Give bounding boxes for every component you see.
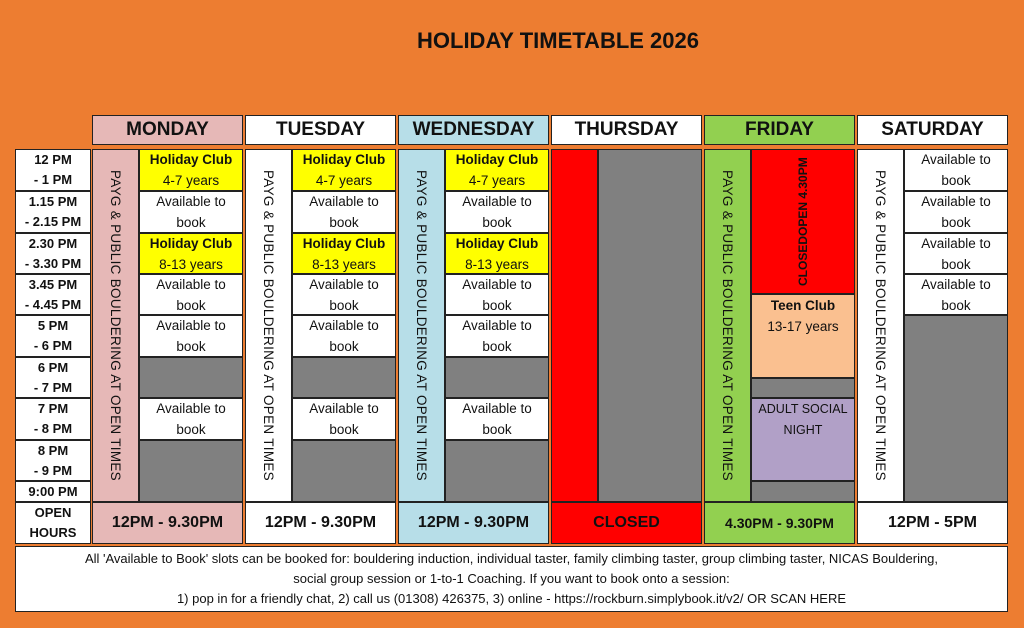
- slot-line: Available to: [921, 235, 991, 251]
- slot-line: NIGHT: [783, 423, 823, 437]
- slot-line: Available to: [156, 401, 226, 416]
- open-hours-wednesday: 12PM - 9.30PM: [398, 502, 549, 544]
- available-slot: [292, 398, 396, 440]
- slot-line: Available to: [156, 276, 226, 292]
- slot-line: book: [482, 215, 512, 230]
- time-start: 8 PM: [37, 442, 69, 458]
- slot-line: book: [176, 339, 206, 354]
- slot-line: book: [482, 297, 512, 313]
- slot-line: book: [941, 256, 971, 272]
- slot-age: 8-13 years: [312, 256, 376, 272]
- time-start: 1.15 PM: [28, 194, 78, 209]
- available-slot: [904, 233, 1008, 274]
- open-hours-label: [15, 502, 91, 544]
- unavailable-slot: [292, 440, 396, 502]
- closed-label: CLOSED: [796, 235, 810, 286]
- slot-line: book: [329, 422, 359, 437]
- time-slot: [15, 191, 91, 233]
- time-start: 7 PM: [37, 401, 69, 416]
- payg-bouldering-friday: PAYG & PUBLIC BOULDERING AT OPEN TIMES: [704, 149, 751, 502]
- slot-line: ADULT SOCIAL: [758, 402, 848, 416]
- unavailable-slot: [139, 440, 243, 502]
- slot-title: Holiday Club: [149, 152, 233, 167]
- slot-line: book: [941, 173, 971, 188]
- teen-club-slot: [751, 294, 855, 378]
- slot-line: Available to: [462, 194, 532, 209]
- time-start: 2.30 PM: [28, 235, 78, 251]
- payg-bouldering-saturday: PAYG & PUBLIC BOULDERING AT OPEN TIMES: [857, 149, 904, 502]
- available-slot: [445, 274, 549, 315]
- time-slot: [15, 233, 91, 274]
- open-hours-monday: 12PM - 9.30PM: [92, 502, 243, 544]
- available-slot: [139, 274, 243, 315]
- slot-line: Available to: [309, 401, 379, 416]
- time-end: - 6 PM: [33, 338, 73, 353]
- adult-social-night-slot: [751, 398, 855, 481]
- time-end: - 1 PM: [33, 172, 73, 187]
- open-label: OPEN: [34, 505, 72, 520]
- slot-line: book: [941, 297, 971, 313]
- slot-line: book: [329, 297, 359, 313]
- slot-age: 4-7 years: [315, 173, 373, 188]
- payg-bouldering-tuesday: PAYG & PUBLIC BOULDERING AT OPEN TIMES: [245, 149, 292, 502]
- page-title: HOLIDAY TIMETABLE 2026: [417, 28, 699, 53]
- time-slot: [15, 274, 91, 315]
- slot-line: Available to: [156, 194, 226, 209]
- slot-line: book: [482, 339, 512, 354]
- slot-line: book: [329, 339, 359, 354]
- slot-age: 4-7 years: [162, 173, 220, 188]
- slot-line: Available to: [309, 194, 379, 209]
- slot-title: Teen Club: [770, 298, 836, 313]
- unavailable-slot: [445, 440, 549, 502]
- available-slot: [445, 191, 549, 233]
- time-slot: [15, 315, 91, 357]
- slot-line: Available to: [921, 276, 991, 292]
- slot-line: Available to: [462, 318, 532, 333]
- holiday-club-slot: [292, 233, 396, 274]
- day-header-wednesday: WEDNESDAY: [398, 115, 549, 145]
- open-hours-friday: 4.30PM - 9.30PM: [704, 502, 855, 544]
- payg-bouldering-wednesday: PAYG & PUBLIC BOULDERING AT OPEN TIMES: [398, 149, 445, 502]
- available-slot: [904, 274, 1008, 315]
- unavailable-slot: [751, 481, 855, 502]
- day-header-monday: MONDAY: [92, 115, 243, 145]
- slot-line: book: [176, 215, 206, 230]
- holiday-club-slot: [445, 233, 549, 274]
- slot-title: Holiday Club: [302, 152, 386, 167]
- hours-label: HOURS: [29, 525, 77, 540]
- time-end: - 7 PM: [33, 379, 73, 395]
- slot-age: 8-13 years: [159, 256, 223, 272]
- open-hours-tuesday: 12PM - 9.30PM: [245, 502, 396, 544]
- time-start: 5 PM: [37, 318, 69, 333]
- payg-bouldering-monday: PAYG & PUBLIC BOULDERING AT OPEN TIMES: [92, 149, 139, 502]
- available-slot: [904, 149, 1008, 191]
- available-slot: [292, 191, 396, 233]
- footer-line: All 'Available to Book' slots can be booked for: bouldering induction, individual taster, family climbing taster, group climbing taster, NICAS Bouldering,: [84, 551, 939, 566]
- slot-title: Holiday Club: [455, 152, 539, 167]
- open-hours-thursday: CLOSED: [551, 502, 702, 544]
- slot-line: Available to: [156, 318, 226, 333]
- time-slot: [15, 481, 91, 502]
- slot-title: Holiday Club: [149, 235, 233, 251]
- closed-block-thursday: [551, 149, 598, 502]
- slot-line: book: [329, 215, 359, 230]
- time-start: 6 PM: [37, 359, 69, 375]
- day-header-tuesday: TUESDAY: [245, 115, 396, 145]
- time-slot: [15, 398, 91, 440]
- time-start: 9:00 PM: [28, 483, 78, 499]
- slot-age: 8-13 years: [465, 256, 529, 272]
- time-slot: [15, 357, 91, 398]
- holiday-club-slot: [139, 149, 243, 191]
- open-hours-saturday: 12PM - 5PM: [857, 502, 1008, 544]
- time-end: - 8 PM: [33, 421, 73, 436]
- slot-age: 13-17 years: [767, 319, 839, 334]
- unavailable-slot: [292, 357, 396, 398]
- unavailable-slot: [445, 357, 549, 398]
- unavailable-slot: [904, 315, 1008, 502]
- booking-info-footer: [15, 546, 1008, 612]
- day-header-saturday: SATURDAY: [857, 115, 1008, 145]
- available-slot: [139, 191, 243, 233]
- slot-line: Available to: [921, 194, 991, 209]
- slot-line: Available to: [309, 318, 379, 333]
- time-end: - 2.15 PM: [24, 214, 82, 229]
- slot-line: Available to: [462, 276, 532, 292]
- footer-line: social group session or 1-to-1 Coaching. If you want to book onto a session:: [293, 571, 730, 586]
- time-end: - 3.30 PM: [24, 255, 82, 271]
- holiday-club-slot: [445, 149, 549, 191]
- open-time-label: OPEN 4.30PM: [796, 157, 810, 236]
- day-header-thursday: THURSDAY: [551, 115, 702, 145]
- day-header-friday: FRIDAY: [704, 115, 855, 145]
- holiday-club-slot: [139, 233, 243, 274]
- slot-title: Holiday Club: [302, 235, 386, 251]
- slot-age: 4-7 years: [468, 173, 526, 188]
- available-slot: [139, 315, 243, 357]
- available-slot: [139, 398, 243, 440]
- slot-line: book: [176, 297, 206, 313]
- slot-line: Available to: [921, 152, 991, 167]
- unavailable-slot: [598, 149, 702, 502]
- slot-line: book: [176, 422, 206, 437]
- slot-line: book: [482, 422, 512, 437]
- time-slot: [15, 149, 91, 191]
- time-end: - 9 PM: [33, 462, 73, 478]
- closed-until-slot: [751, 149, 855, 294]
- slot-line: Available to: [309, 276, 379, 292]
- available-slot: [445, 315, 549, 357]
- available-slot: [904, 191, 1008, 233]
- time-slot: [15, 440, 91, 481]
- slot-title: Holiday Club: [455, 235, 539, 251]
- unavailable-slot: [139, 357, 243, 398]
- unavailable-slot: [751, 378, 855, 398]
- time-start: 3.45 PM: [28, 276, 78, 292]
- holiday-club-slot: [292, 149, 396, 191]
- time-end: - 4.45 PM: [24, 296, 82, 312]
- slot-line: Available to: [462, 401, 532, 416]
- available-slot: [292, 274, 396, 315]
- slot-line: book: [941, 215, 971, 230]
- footer-booking-link[interactable]: 1) pop in for a friendly chat, 2) call us (01308) 426375, 3) online - https://rockburn.simplybook.it/v2/ OR SCAN HERE: [176, 591, 847, 606]
- time-start: 12 PM: [34, 152, 72, 167]
- available-slot: [445, 398, 549, 440]
- available-slot: [292, 315, 396, 357]
